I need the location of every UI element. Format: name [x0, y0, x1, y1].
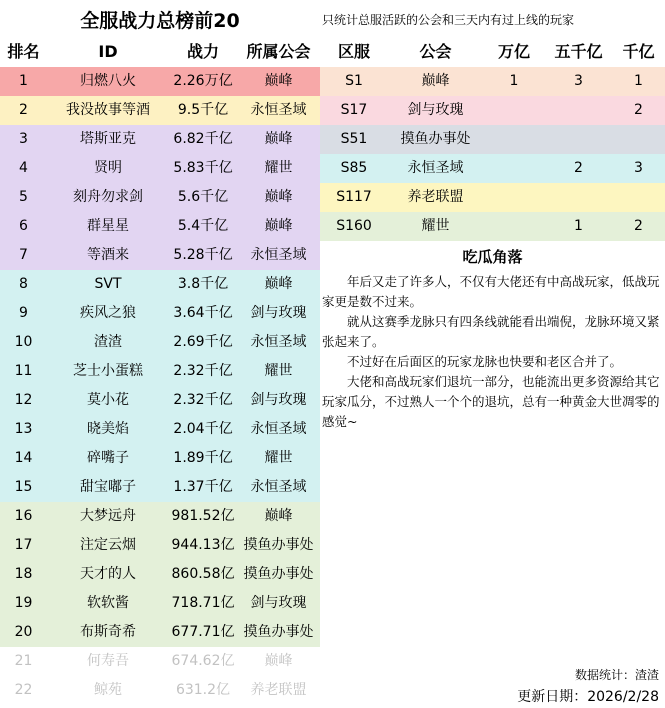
server-cell: S51	[340, 131, 368, 147]
trillion-count: 1	[509, 73, 519, 89]
header-id: ID	[98, 42, 118, 61]
ranking-row	[0, 444, 320, 473]
ranking-row	[0, 415, 320, 444]
gossip-text	[322, 272, 662, 432]
count-500b: 3	[574, 73, 583, 89]
rank-cell: 8	[19, 276, 28, 292]
rank-cell: 12	[14, 392, 33, 408]
count-100b: 1	[634, 73, 643, 89]
guild-cell: 剑与玫瑰	[250, 595, 307, 611]
rank-cell: 1	[19, 73, 28, 89]
player-id-cell: 天才的人	[80, 566, 136, 582]
server-row	[320, 212, 665, 241]
rank-cell: 14	[14, 450, 33, 466]
stats-note: 只统计总服活跃的公会和三天内有过上线的玩家	[322, 13, 575, 27]
player-id-cell: 塔斯亚克	[80, 131, 136, 147]
rank-cell: 16	[14, 508, 33, 524]
power-cell: 1.37千亿	[173, 479, 233, 495]
guild-cell: 巅峰	[264, 218, 293, 234]
guild-cell: 剑与玫瑰	[250, 305, 307, 321]
server-guild-cell: 剑与玫瑰	[407, 102, 464, 118]
header-guild: 所属公会	[246, 42, 311, 61]
count-100b: 3	[634, 160, 643, 176]
player-id-cell: 何寿吾	[87, 653, 129, 669]
rank-cell: 17	[14, 537, 33, 553]
header-power: 战力	[186, 42, 219, 61]
server-guild-cell: 巅峰	[421, 73, 450, 89]
rank-cell: 18	[14, 566, 33, 582]
header-trillion: 万亿	[497, 42, 530, 61]
power-cell: 2.69千亿	[173, 334, 233, 350]
player-id-cell: 甜宝嘟子	[80, 479, 136, 495]
page-title: 全服战力总榜前20	[80, 10, 240, 32]
power-cell: 5.6千亿	[177, 189, 229, 205]
guild-cell: 巅峰	[264, 131, 293, 147]
power-cell: 944.13亿	[171, 537, 235, 553]
guild-cell: 巅峰	[264, 276, 293, 292]
server-guild-cell: 养老联盟	[407, 189, 464, 205]
player-id-cell: 贤明	[94, 160, 122, 176]
ranking-row	[0, 473, 320, 502]
ranking-row	[0, 676, 320, 705]
rank-cell: 7	[19, 247, 28, 263]
header-100b: 千亿	[622, 42, 655, 61]
header-500b: 五千亿	[554, 42, 603, 61]
ranking-row	[0, 241, 320, 270]
player-id-cell: 大梦远舟	[80, 508, 136, 524]
power-cell: 5.4千亿	[177, 218, 229, 234]
header-server: 区服	[337, 42, 370, 61]
count-500b: 2	[574, 160, 583, 176]
guild-cell: 剑与玫瑰	[250, 392, 307, 408]
data-credit: 数据统计：渣渣	[574, 668, 659, 682]
gossip-title: 吃瓜角落	[462, 248, 523, 266]
ranking-row	[0, 502, 320, 531]
rank-cell: 15	[14, 479, 33, 495]
server-row	[320, 183, 665, 212]
power-cell: 631.2亿	[175, 682, 231, 698]
player-id-cell: 群星星	[87, 218, 129, 234]
player-id-cell: 等酒来	[87, 247, 129, 263]
rank-cell: 3	[19, 131, 28, 147]
player-id-cell: 布斯奇希	[80, 624, 136, 640]
ranking-row	[0, 270, 320, 299]
ranking-row	[0, 531, 320, 560]
rank-cell: 9	[19, 305, 28, 321]
rank-cell: 2	[19, 102, 28, 118]
guild-cell: 摸鱼办事处	[243, 624, 314, 640]
server-cell: S1	[345, 73, 363, 89]
player-id-cell: 晓美焰	[87, 421, 129, 437]
ranking-row	[0, 212, 320, 241]
count-500b: 1	[574, 218, 583, 234]
ranking-row	[0, 328, 320, 357]
guild-cell: 耀世	[264, 160, 293, 176]
power-cell: 1.89千亿	[173, 450, 233, 466]
player-id-cell: 软软酱	[87, 595, 129, 611]
power-cell: 5.83千亿	[173, 160, 233, 176]
player-id-cell: 鲸苑	[94, 682, 122, 698]
gossip-paragraph: 不过好在后面区的玩家龙脉也快要和老区合并了。	[347, 354, 623, 369]
ranking-row	[0, 96, 320, 125]
count-100b: 2	[634, 218, 643, 234]
power-cell: 3.64千亿	[173, 305, 233, 321]
server-row	[320, 154, 665, 183]
power-cell: 6.82千亿	[173, 131, 233, 147]
player-id-cell: 碎嘴子	[87, 450, 129, 466]
rank-cell: 6	[19, 218, 28, 234]
ranking-row	[0, 154, 320, 183]
guild-cell: 摸鱼办事处	[243, 566, 314, 582]
rank-cell: 11	[14, 363, 33, 379]
ranking-row	[0, 183, 320, 212]
guild-cell: 耀世	[264, 363, 293, 379]
gossip-paragraph: 年后又走了许多人，不仅有大佬还有中高战玩家，低战玩家更是数不过来。	[322, 274, 660, 309]
power-cell: 718.71亿	[171, 595, 235, 611]
ranking-row	[0, 125, 320, 154]
guild-cell: 巅峰	[264, 189, 293, 205]
server-row	[320, 125, 665, 154]
server-cell: S160	[336, 218, 372, 234]
player-id-cell: 我没故事等酒	[66, 102, 150, 118]
ranking-row	[0, 357, 320, 386]
server-cell: S85	[340, 160, 368, 176]
gossip-paragraph: 大佬和高战玩家们退坑一部分，也能流出更多资源给其它玩家瓜分，不过熟人一个个的退坑，总有一种黄金大世凋零的感觉~	[322, 374, 660, 429]
power-cell: 3.8千亿	[177, 276, 229, 292]
guild-cell: 永恒圣域	[250, 421, 307, 437]
gossip-paragraph: 就从这赛季龙脉只有四条线就能看出端倪，龙脉环境又紧张起来了。	[322, 314, 660, 349]
player-id-cell: 刻舟勿求剑	[73, 189, 143, 205]
ranking-row	[0, 560, 320, 589]
player-id-cell: 疾风之狼	[80, 305, 136, 321]
server-guild-cell: 耀世	[421, 218, 450, 234]
guild-cell: 耀世	[264, 450, 293, 466]
power-cell: 2.04千亿	[173, 421, 233, 437]
player-id-cell: 归燃八火	[80, 73, 136, 89]
power-cell: 674.62亿	[171, 653, 235, 669]
rank-cell: 20	[14, 624, 33, 640]
power-cell: 2.32千亿	[173, 363, 233, 379]
count-100b: 2	[634, 102, 643, 118]
guild-cell: 养老联盟	[250, 682, 307, 698]
guild-cell: 巅峰	[264, 653, 293, 669]
update-date: 更新日期：2026/2/28	[517, 689, 659, 705]
server-row	[320, 96, 665, 125]
server-guild-cell: 摸鱼办事处	[400, 131, 471, 147]
header-rank: 排名	[7, 42, 40, 61]
power-cell: 981.52亿	[171, 508, 235, 524]
rank-cell: 4	[19, 160, 28, 176]
server-cell: S17	[340, 102, 368, 118]
ranking-row	[0, 618, 320, 647]
ranking-row	[0, 647, 320, 676]
server-cell: S117	[336, 189, 372, 205]
rank-cell: 22	[14, 682, 33, 698]
player-id-cell: 芝士小蛋糕	[73, 363, 143, 379]
player-id-cell: 渣渣	[94, 334, 122, 350]
player-id-cell: 莫小花	[87, 392, 129, 408]
rank-cell: 5	[19, 189, 28, 205]
server-row	[320, 67, 665, 96]
power-cell: 2.26万亿	[173, 73, 233, 89]
rank-cell: 13	[14, 421, 33, 437]
guild-cell: 永恒圣域	[250, 102, 307, 118]
rank-cell: 10	[14, 334, 33, 350]
power-cell: 5.28千亿	[173, 247, 233, 263]
server-guild-cell: 永恒圣域	[407, 160, 464, 176]
rank-cell: 21	[14, 653, 33, 669]
power-cell: 677.71亿	[171, 624, 235, 640]
header-server-guild: 公会	[419, 42, 452, 61]
guild-cell: 巅峰	[264, 508, 293, 524]
power-cell: 860.58亿	[171, 566, 235, 582]
ranking-row	[0, 589, 320, 618]
guild-cell: 永恒圣域	[250, 479, 307, 495]
ranking-row	[0, 299, 320, 328]
guild-cell: 巅峰	[264, 73, 293, 89]
guild-cell: 永恒圣域	[250, 247, 307, 263]
player-id-cell: 注定云烟	[80, 537, 136, 553]
player-id-cell: SVT	[94, 276, 122, 292]
ranking-row	[0, 386, 320, 415]
guild-cell: 摸鱼办事处	[243, 537, 314, 553]
ranking-row	[0, 67, 320, 96]
rank-cell: 19	[14, 595, 33, 611]
guild-cell: 永恒圣域	[250, 334, 307, 350]
power-cell: 9.5千亿	[177, 102, 229, 118]
power-cell: 2.32千亿	[173, 392, 233, 408]
